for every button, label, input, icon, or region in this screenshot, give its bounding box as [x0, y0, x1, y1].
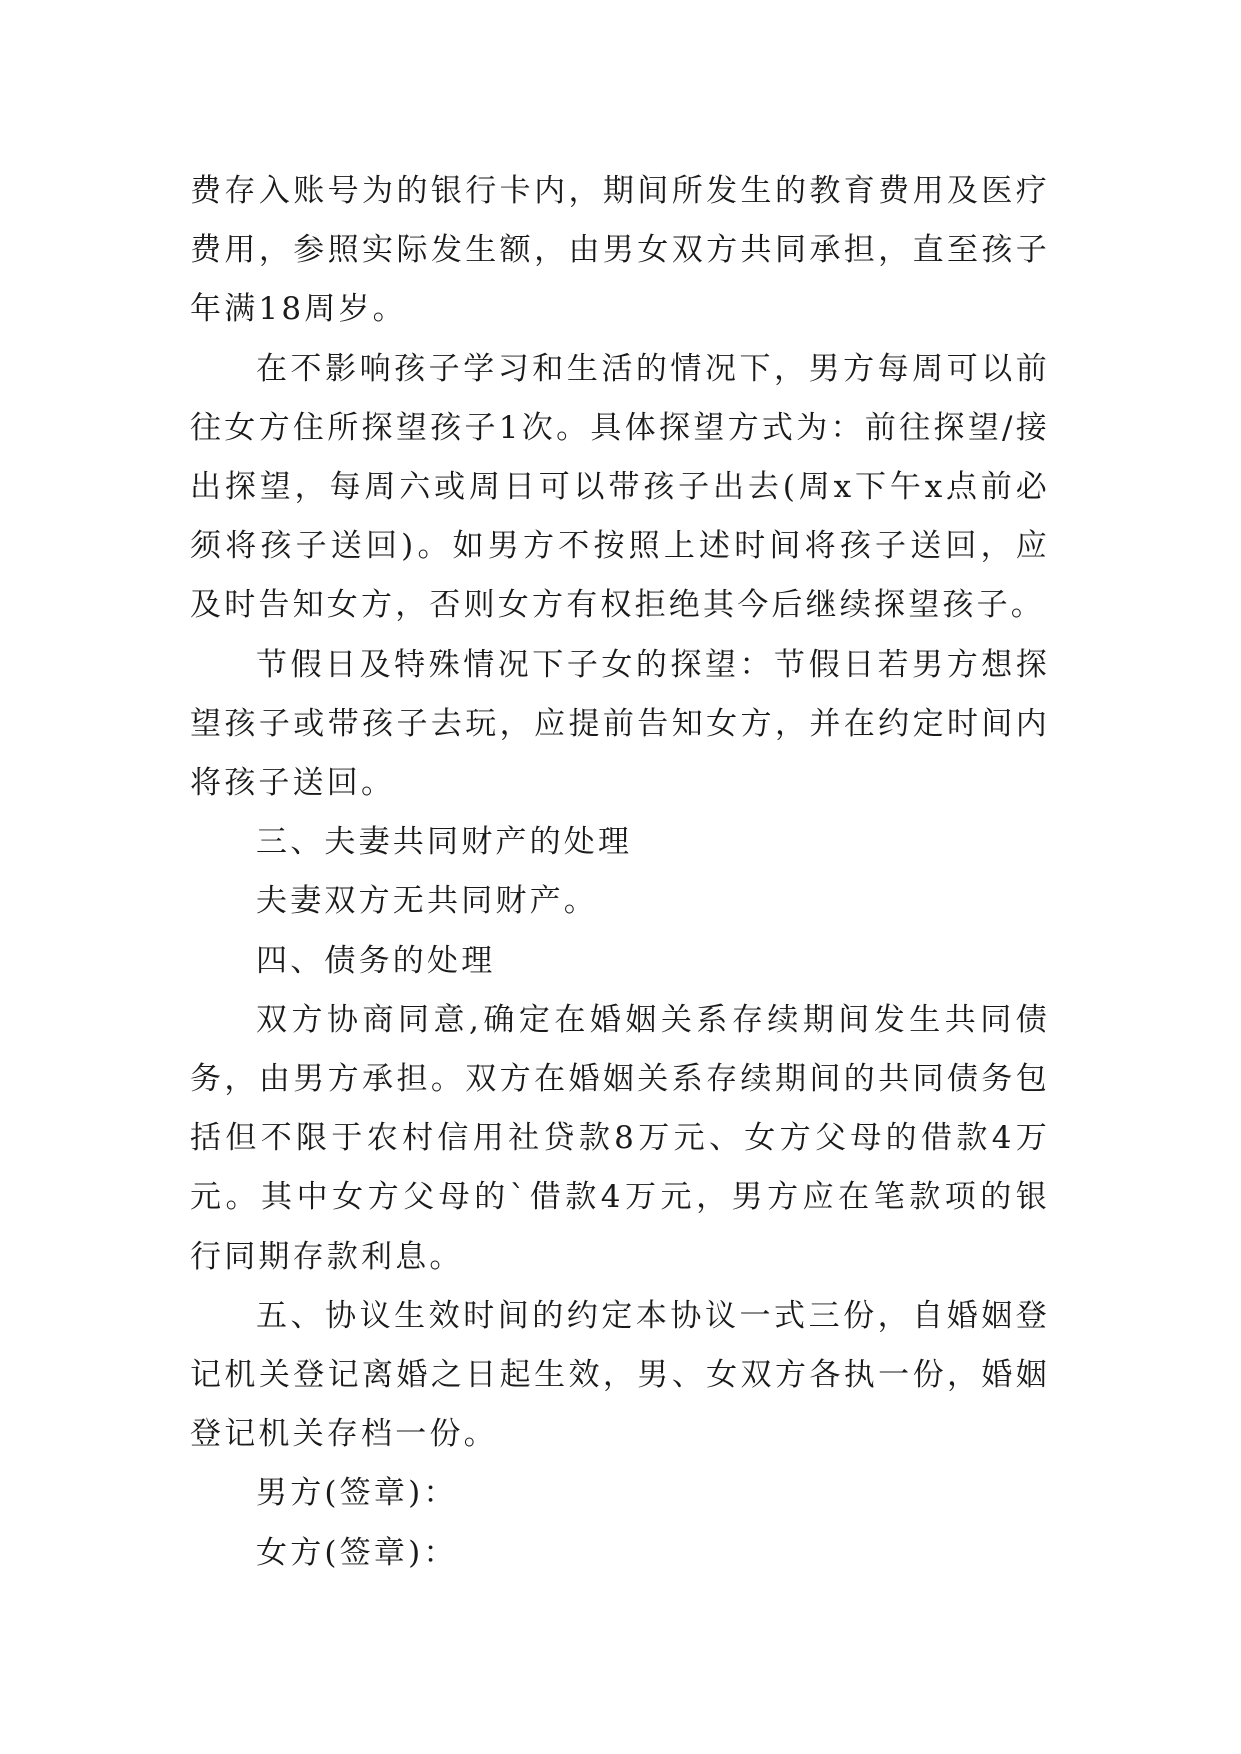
document-body [190, 162, 1050, 1583]
paragraph-debt: 双方协商同意,确定在婚姻关系存续期间发生共同债务，由男方承担。双方在婚姻关系存续期间的共同债务包括但不限于农村信用社贷款8万元、女方父母的借款4万元。其中女方父母的`借款4万元，男方应在笔款项的银行同期存款利息。 [190, 1001, 1050, 1275]
paragraph-property: 夫妻双方无共同财产。 [256, 883, 598, 920]
signature-line-female: 女方(签章)： [256, 1534, 458, 1571]
section-heading-property: 三、夫妻共同财产的处理 [256, 824, 633, 861]
paragraph-child-expenses: 费存入账号为的银行卡内，期间所发生的教育费用及医疗费用，参照实际发生额，由男女双方共同承担，直至孩子年满18周岁。 [190, 173, 1050, 328]
paragraph-visitation-holiday: 节假日及特殊情况下子女的探望：节假日若男方想探望孩子或带孩子去玩，应提前告知女方，并在约定时间内将孩子送回。 [190, 646, 1050, 802]
paragraph-visitation-weekly: 在不影响孩子学习和生活的情况下，男方每周可以前往女方住所探望孩子1次。具体探望方式为：前往探望/接出探望，每周六或周日可以带孩子出去(周x下午x点前必须将孩子送回)。如男方不按照上述时间将孩子送回，应及时告知女方，否则女方有权拒绝其今后继续探望孩子。 [190, 350, 1050, 624]
signature-line-male: 男方(签章)： [256, 1475, 458, 1512]
section-heading-debt: 四、债务的处理 [256, 942, 496, 979]
paragraph-effective-date: 五、协议生效时间的约定本协议一式三份，自婚姻登记机关登记离婚之日起生效，男、女双方各执一份，婚姻登记机关存档一份。 [190, 1297, 1050, 1453]
